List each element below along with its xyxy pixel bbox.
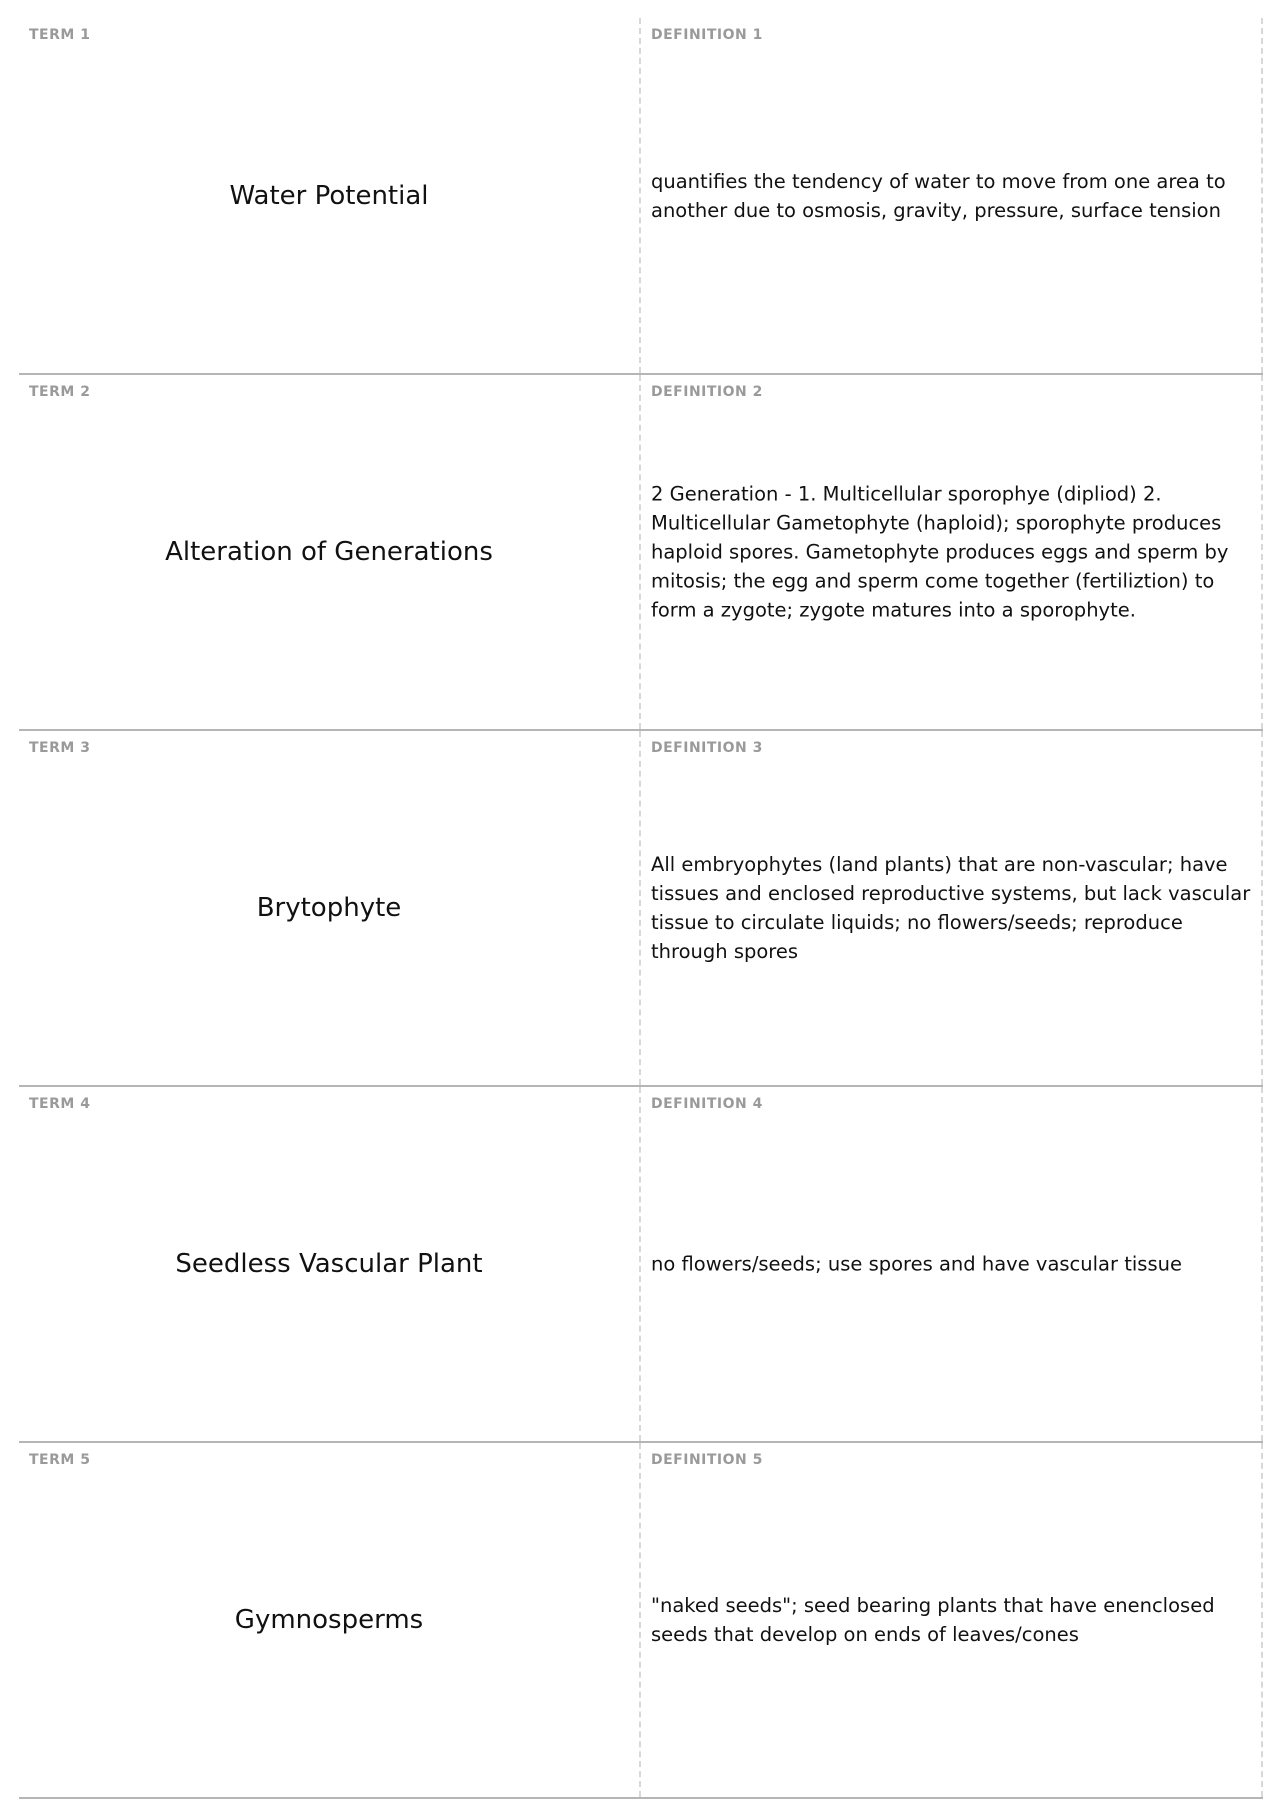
flashcard-row-4: [19, 1087, 1263, 1443]
term-label: TERM 1: [29, 27, 91, 43]
definition-label: DEFINITION 2: [651, 384, 763, 400]
definition-text: All embryophytes (land plants) that are non-vascular; have tissues and enclosed reproductive systems, but lack vascular tissue to circulate liquids; no flowers/seeds; reproduce through spores: [651, 853, 1251, 963]
definition-text: no flowers/seeds; use spores and have vascular tissue: [651, 1252, 1182, 1276]
term-text: Gymnosperms: [234, 1605, 424, 1635]
term-text: Alteration of Generations: [165, 537, 493, 567]
term-text: Brytophyte: [256, 893, 402, 923]
definition-text: quantifies the tendency of water to move from one area to another due to osmosis, gravity, pressure, surface tension: [651, 169, 1226, 222]
term-text: Seedless Vascular Plant: [175, 1249, 483, 1279]
flashcard-sheet: [19, 18, 1263, 1799]
flashcard-row-1: [19, 18, 1263, 375]
definition-cell: [641, 18, 1263, 373]
term-text: Water Potential: [229, 180, 429, 211]
term-label: TERM 2: [29, 384, 91, 400]
flashcard-row-3: [19, 731, 1263, 1087]
flashcard-row-2: [19, 375, 1263, 731]
term-label: TERM 3: [29, 740, 91, 756]
definition-cell: [641, 731, 1263, 1085]
definition-cell: [641, 1087, 1263, 1441]
definition-label: DEFINITION 4: [651, 1096, 763, 1112]
term-cell: [19, 1087, 641, 1441]
definition-label: DEFINITION 5: [651, 1452, 763, 1468]
term-cell: [19, 375, 641, 729]
term-label: TERM 5: [29, 1452, 91, 1468]
flashcard-row-5: [19, 1443, 1263, 1799]
definition-text: 2 Generation - 1. Multicellular sporophye (dipliod) 2. Multicellular Gametophyte (haploid); sporophyte produces haploid spores. Gametophyte produces eggs and sperm by mitosis; the egg and sperm come together (fertiliztion) to form a zygote; zygote matures into a sporophyte.: [651, 482, 1229, 622]
definition-label: DEFINITION 1: [651, 27, 763, 43]
term-cell: [19, 731, 641, 1085]
definition-text: "naked seeds"; seed bearing plants that have enenclosed seeds that develop on ends of leaves/cones: [651, 1594, 1215, 1646]
definition-label: DEFINITION 3: [651, 740, 763, 756]
term-cell: [19, 18, 641, 373]
term-label: TERM 4: [29, 1096, 91, 1112]
definition-cell: [641, 1443, 1263, 1797]
definition-cell: [641, 375, 1263, 729]
term-cell: [19, 1443, 641, 1797]
